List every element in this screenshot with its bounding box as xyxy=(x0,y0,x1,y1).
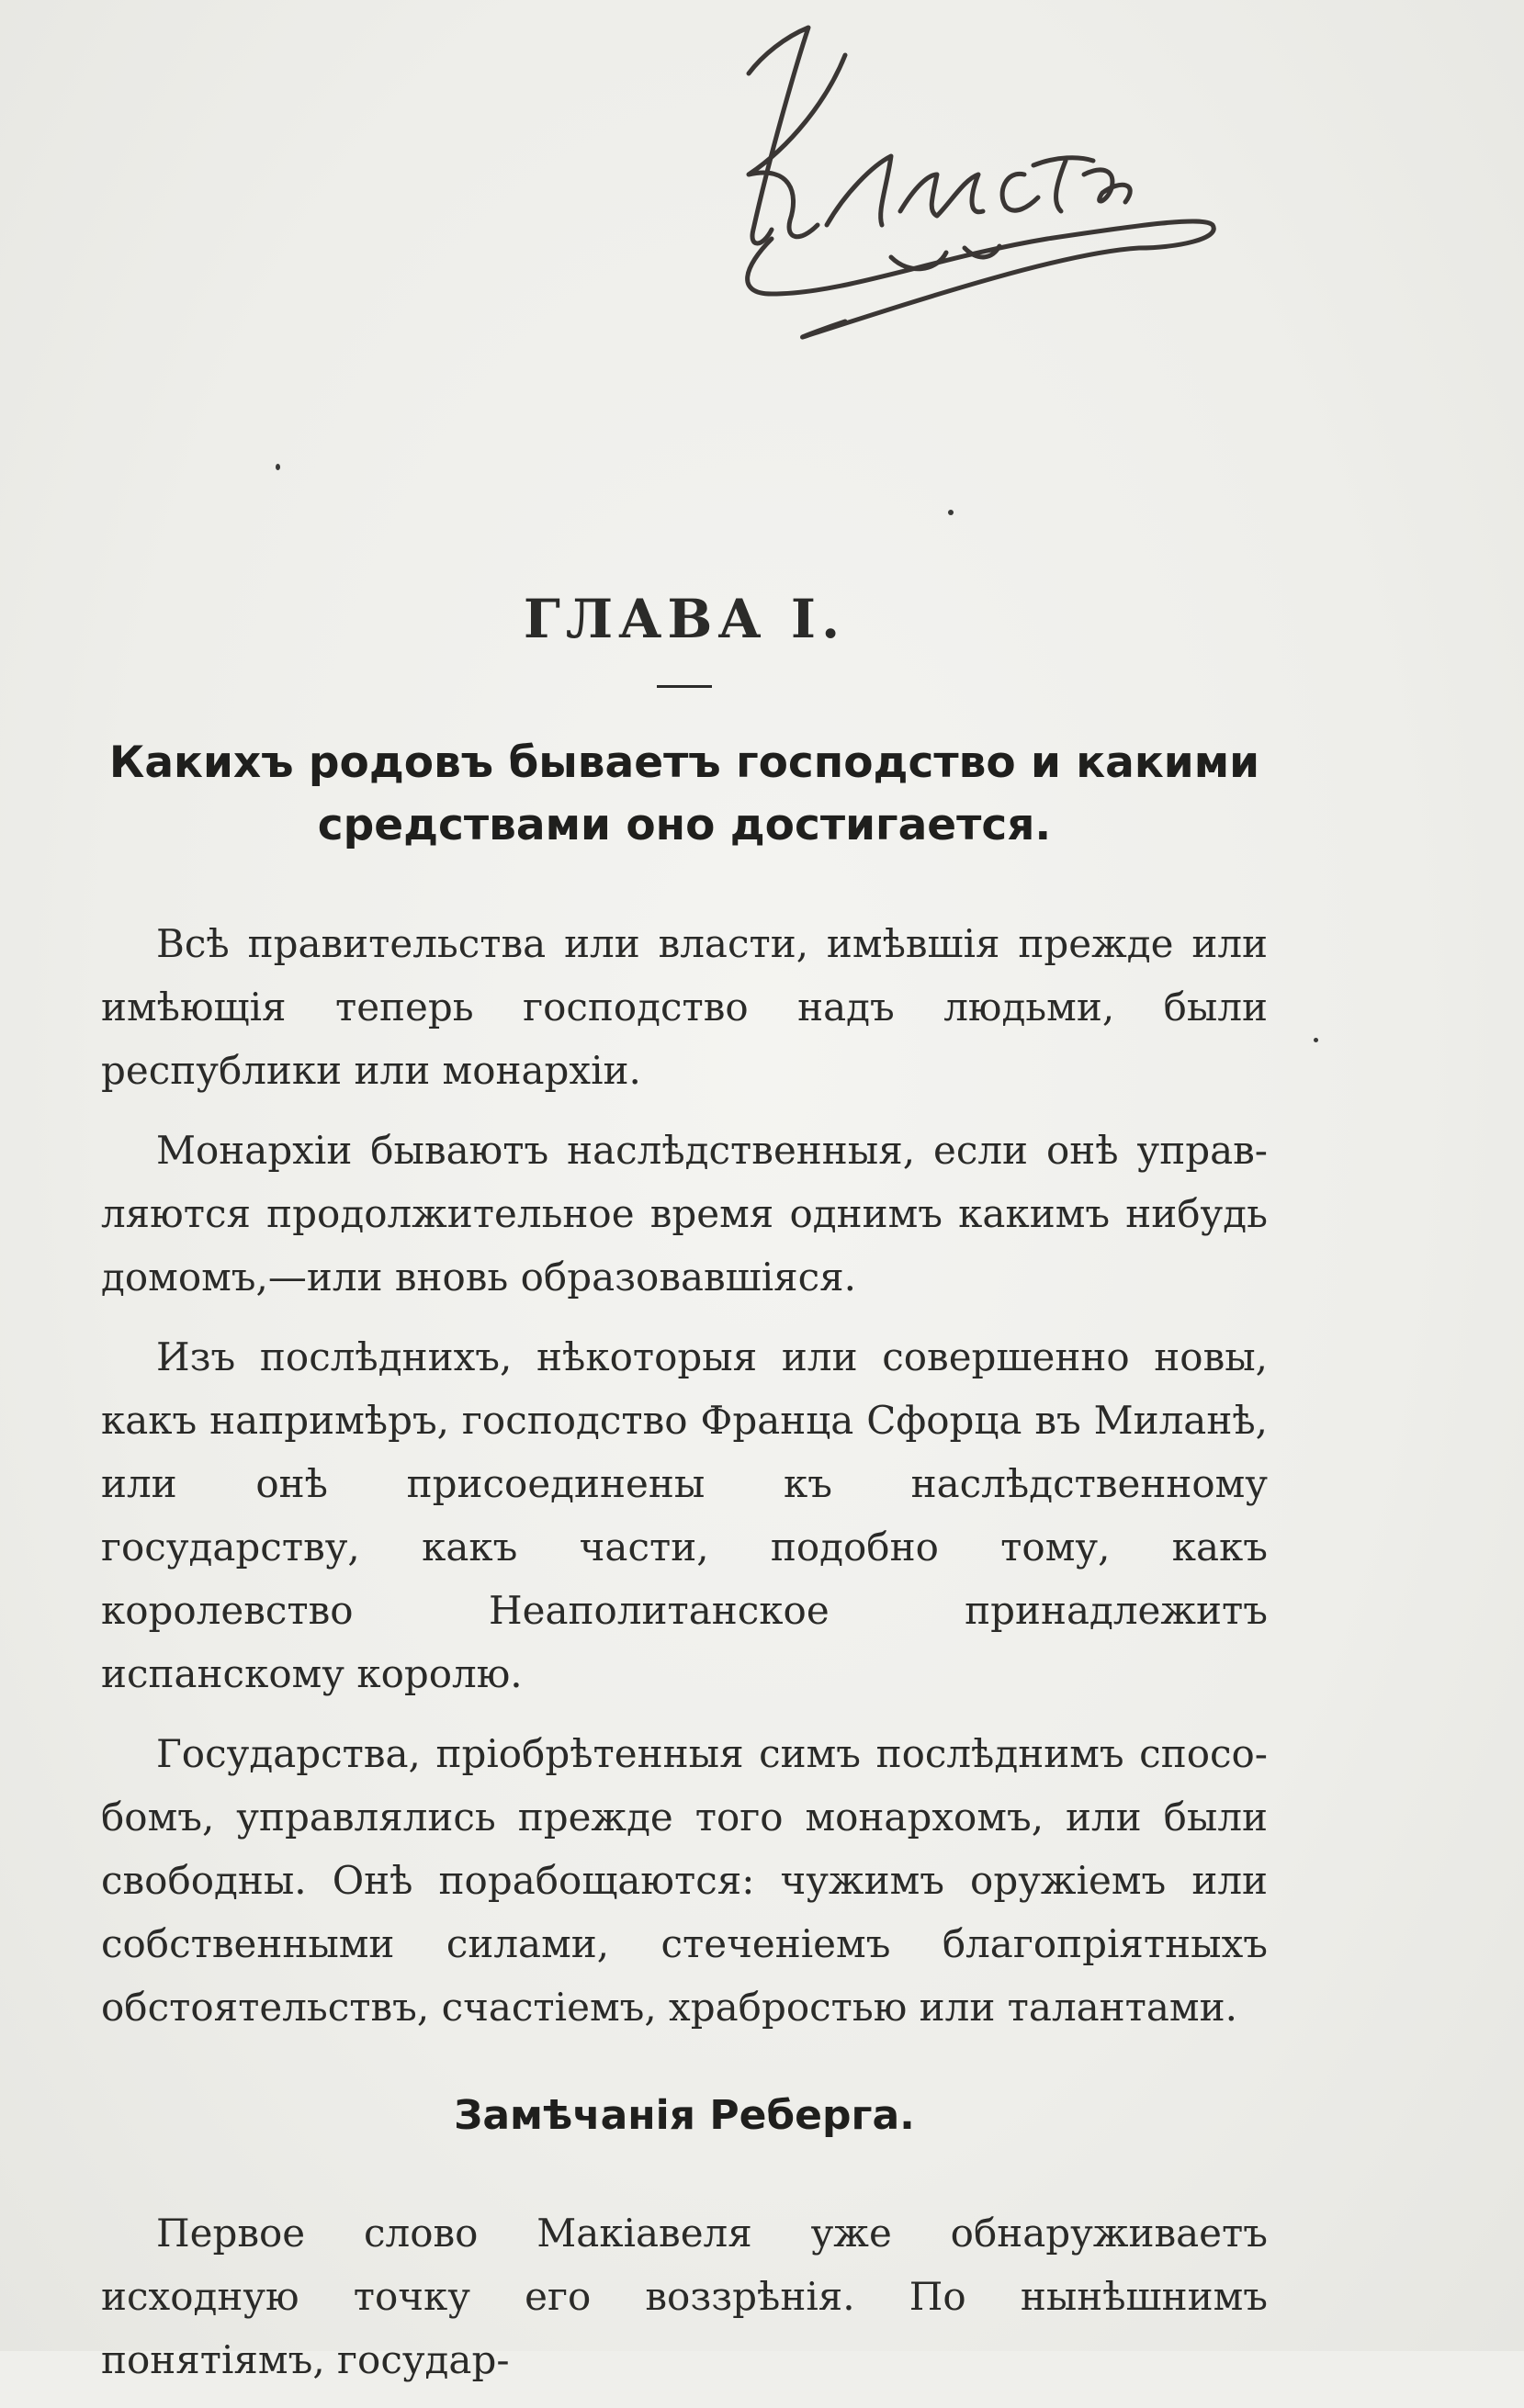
signature-drawing xyxy=(661,18,1360,367)
chapter-paragraph: Монархіи бываютъ наслѣдственныя, если онѣ управляются продолжительное время однимъ какимъ нибудь домомъ,—или вновь образовавшіяся. xyxy=(101,1128,1268,1300)
ink-speck xyxy=(1314,1038,1318,1042)
ink-speck xyxy=(276,464,280,470)
chapter-subtitle: Какихъ родовъ бываетъ господство и какими средствами оно достигается. xyxy=(108,737,1260,850)
remarks-paragraph: Первое слово Макіавеля уже обнаруживаетъ исходную точку его воззрѣнія. По нынѣшнимъ понятіямъ, государ- xyxy=(101,2211,1268,2382)
chapter-content xyxy=(101,588,1268,2408)
chapter-paragraph: Изъ послѣднихъ, нѣкоторыя или совершенно новы, какъ напримѣръ, господство Франца Сфорца въ Миланѣ, или онѣ присоединены къ наслѣдственному государству, какъ части, подобно тому, какъ королевство Неаполитанское принадлежитъ испанскому королю. xyxy=(101,1334,1268,1696)
title-separator xyxy=(657,685,712,688)
remarks-title: Замѣчанія Реберга. xyxy=(454,2092,915,2139)
chapter-title: ГЛАВА I. xyxy=(523,588,846,650)
chapter-paragraph: Государства, пріобрѣтенныя симъ послѣднимъ способомъ, управлялись прежде того монархомъ, или были свободны. Онѣ порабощаются: чужимъ оружіемъ или собственными силами, стеченіемъ благопріятныхъ обстоятельствъ, счастіемъ, храбростью или талантами. xyxy=(101,1731,1268,2030)
ink-speck xyxy=(948,510,954,515)
handwritten-signature xyxy=(661,18,1360,367)
chapter-paragraph: Всѣ правительства или власти, имѣвшія прежде или имѣющія теперь господство надъ людьми, были республики или монархіи. xyxy=(101,921,1268,1093)
